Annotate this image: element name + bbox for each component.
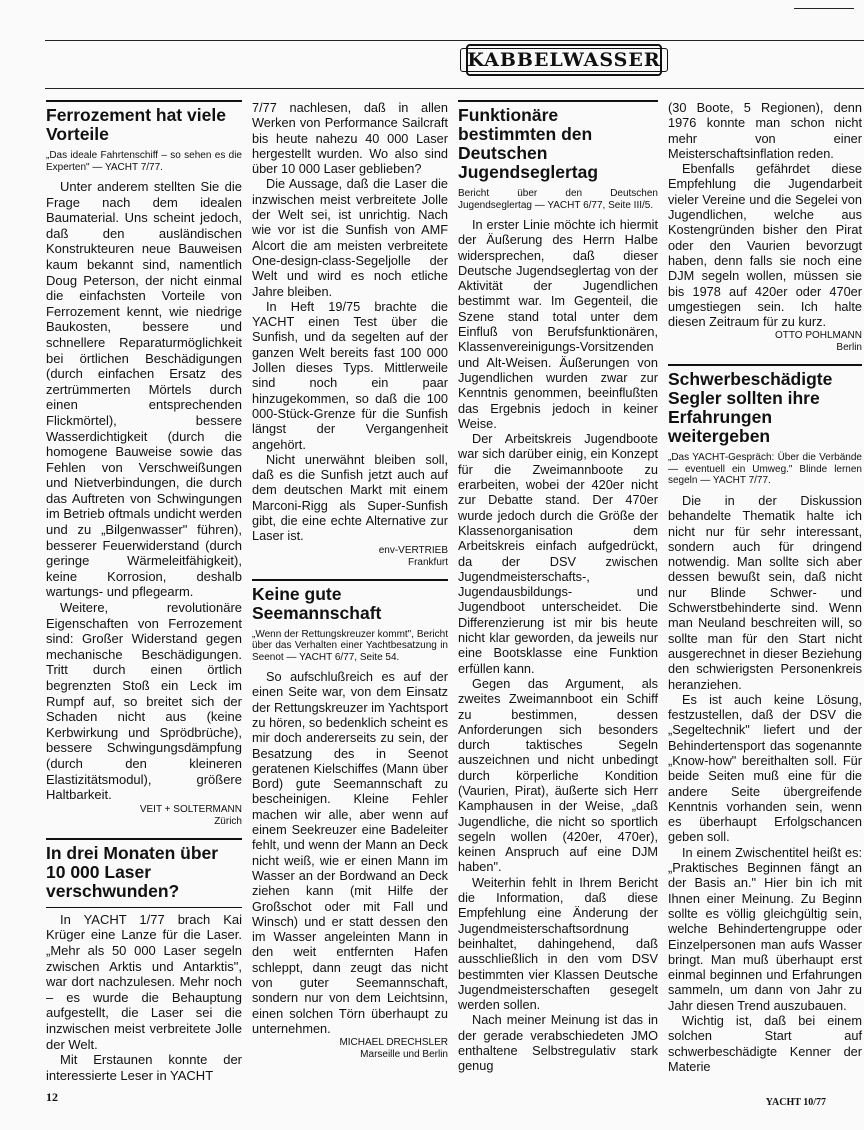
header-rule [45,88,864,89]
article-rule [668,364,862,366]
signature-city: Berlin [836,342,862,354]
article-rule [458,100,658,102]
signature-name: OTTO POHLMANN [774,330,862,342]
article-rule [46,838,242,840]
article-paragraph: In einem Zwischentitel heißt es: „Praktisches Beginnen fängt an der Basis an." Hier bin ich mit Ihnen einer Meinung. Zu Beginn sollte es völlig gleichgültig sein, welche Behindertengruppe oder Einzelpersonen man aufs Wasser bringt. Man muß überhaupt erst einmal beginnen und Erfahrungen sammeln, um dann von Jahr zu Jahr diesen Trend auszubauen. [668,844,862,1013]
signature-name: MICHAEL DRECHSLER [339,1037,448,1049]
article-paragraph: Mit Erstaunen konnte der interessierte Leser in YACHT [46,1052,242,1083]
article-paragraph: So aufschlußreich es auf der einen Seite war, von dem Einsatz der Rettungskreuzer im Yachtsport zu hören, so bedenklich scheint es mir doch andererseits zu sein, der Besatzung des in Seenot geratenen Kielschiffes (Mann über Bord) gute Seemannschaft zu bescheinigen. Kleine Fehler machen wir alle, aber wenn auf einem Seekreuzer eine Badeleiter fehlt, und wenn der Mann an Deck nicht weiß, wie er einen Mann im Wasser an der Bordwand an Deck ziehen kann (mit Hilfe der Großschot oder mit Fall und Winsch) und er statt dessen den im Wasser angeleinten Mann in den weit entfernten Hafen schleppt, dann zeugt das nicht von guter Seemannschaft, sondern nur von dem Leichtsinn, einen solchen Törn überhaupt zu unternehmen. [252,669,448,1036]
article-lead: Bericht über den Deutschen Jugendseglertag — YACHT 6/77, Seite III/5. [458,188,658,211]
article-title: Keine gute Seemannschaft [252,583,382,623]
article-title: In drei Monaten über 10 000 Laser verschwunden? [46,842,219,901]
article-paragraph: Der Arbeitskreis Jugendboote war sich darüber einig, ein Konzept für die Zweimannboote zu erarbeiten, wobei der 420er nicht zur Debatte stand. Der 470er wurde jedoch durch die Größe der Klassenorganisation dem Arbeitskreis einfach aufgedrückt, da der DSV zwischen Jugendmeisterschafts-, Jugendausbildungs- und Jugendboot unterscheidet. Die Differenzierung ist mir bis heute nicht klar geworden, da jeweils nur eine Bootsklasse eine Funktion erfüllen kann. [458,431,658,676]
article-title: Funktionäre bestimmten den Deutschen Jugendseglertag [458,105,599,182]
article-paragraph: Es ist auch keine Lösung, festzustellen, daß der DSV die „Segeltechnik" liefert und der Behindertensport das sogenannte „Know-how" bereithalten soll. Für beide Seiten muß eine für die andere Seite übergreifende Kenntnis vorhanden sein, wenn es überhaupt Erfolgschancen geben soll. [668,691,862,845]
signature-name: VEIT + SOLTERMANN [139,803,242,815]
article-paragraph: 7/77 nachlesen, daß in allen Werken von Performance Sailcraft bis heute nahezu 40 000 Laser hergestellt wurden. Wo also sind über 10 000 Laser geblieben? [252,100,448,177]
signature-name: env-VERTRIEB [378,544,448,556]
signature-city: Zürich [214,815,242,827]
signature-city: Marseille und Berlin [360,1049,448,1061]
top-rule [45,40,864,41]
column-2 [252,100,448,1071]
column-1 [46,100,242,1083]
article-title: Ferrozement hat viele Vorteile [46,105,226,144]
article-paragraph: Nach meiner Meinung ist das in der gerade verabschiedeten JMO enthaltene Selbstregulativ stark genug [458,1012,658,1074]
article-signature [668,330,862,354]
article-paragraph: In YACHT 1/77 brach Kai Krüger eine Lanze für die Laser. „Mehr als 50 000 Laser segeln zwischen Arktis und Antarktis", war dort nachzulesen. Mehr noch – es wurde die Behauptung aufgestellt, die Laser sei die inzwischen meist verbreitete Jolle der Welt. [46,911,242,1052]
signature-city: Frankfurt [407,556,448,568]
masthead-title: KABBELWASSER [460,48,667,72]
article-lead: „Das ideale Fahrtenschiff – so sehen es die Experten" — YACHT 7/77. [46,150,242,173]
column-4 [668,100,862,1074]
page-number: 12 [46,1090,58,1104]
article-rule [252,579,448,581]
title-rule [46,907,242,908]
article-signature [252,1037,448,1061]
masthead [466,44,662,76]
article-signature [46,804,242,828]
article-paragraph: Die Aussage, daß die Laser die inzwischen meist verbreitete Jolle der Welt sei, ist unrichtig. Nach wie vor ist die Sunfish von AMF Alcort die am meisten verbreitete One-design-class-Segeljolle der Welt und wird es noch etliche Jahre bleiben. [252,176,448,299]
issue-label: YACHT 10/77 [765,1097,826,1108]
article-paragraph: In Heft 19/75 brachte die YACHT einen Test über die Sunfish, und da segelten auf der ganzen Welt bereits fast 100 000 Jollen dieses Typs. Mittlerweile sind noch ein paar hinzugekommen, so daß die 100 000-Stück-Grenze für die Sunfish längst der Vergangenheit angehört. [252,298,448,452]
article-paragraph: Unter anderem stellten Sie die Frage nach dem idealen Baumaterial. Uns scheint jedoch, daß den ausländischen Konstrukteuren neue Bauweisen kaum bekannt sind, namentlich Doug Peterson, der nicht einmal die einfachsten Vorteile von Ferrozement kennt, wie niedrige Baukosten, bessere und schnellere Reparaturmöglichkeit bei örtlichen Beschädigungen (durch einfachen Ersatz des zertrümmerten Mörtels durch einen entsprechenden Flickmörtel), bessere Wasserdichtigkeit (durch die homogene Bauweise sowie das Fehlen von Verschweißungen und Nietverbindungen, die durch das Auftreten von Schwingungen im Betrieb oftmals undicht werden und zu „Bilgenwasser" führen), besserer Feuerwiderstand (durch geringe Wärmeleitfähigkeit), keine Korrosion, deshalb wartungs- und pflegearm. [46,179,242,600]
article-lead: „Das YACHT-Gespräch: Über die Verbände — eventuell ein Umweg." Blinde lernen segeln — YACHT 7/77. [668,452,862,487]
article-paragraph: Nicht unerwähnt bleiben soll, daß es die Sunfish jetzt auch auf dem deutschen Markt mit einem Marconi-Rigg als Super-Sunfish gibt, die eine echte Alternative zur Laser ist. [252,451,448,544]
corner-rule [794,0,854,9]
article-paragraph: Die in der Diskussion behandelte Thematik halte ich nicht nur für sehr interessant, sondern auch für dringend notwendig. Man sollte sich aber dessen bewußt sein, daß nicht nur Blinde Schwer- und Schwerstbehinderte sind. Wenn man Neuland beschreiten will, so sollte man für den Start nicht ausgerechnet in dieser Beziehung den schwierigsten Personenkreis heranziehen. [668,492,862,692]
column-3 [458,100,658,1074]
article-paragraph: Gegen das Argument, als zweites Zweimannboot ein Schiff zu bestimmen, dessen Anforderungen sich besonders durch taktisches Segeln auszeichnen und nicht unbedingt durch körperliche Kondition (Vaurien, Pirat), äußerte sich Herr Kamphausen in der Weise, „daß Jugendliche, die nicht so sportlich segeln wollen (420er, 470er), keinen Anspruch auf eine DJM haben". [458,675,658,875]
article-paragraph: In erster Linie möchte ich hiermit der Äußerung des Herrn Halbe widersprechen, daß dieser Deutsche Jugendseglertag von der Aktivität der Jugendlichen bestimmt war. Im Gegenteil, die Szene stand total unter dem Einfluß von Berufsfunktionären, Klassenvereinigungs-Vorsitzenden und Alt-Weisen. Äußerungen von Jugendlichen wurden zwar zur Kenntnis genommen, beeinflußten das Ergebnis jedoch in keiner Weise. [458,217,658,431]
article-lead: „Wenn der Rettungskreuzer kommt", Bericht über das Verhalten einer Yachtbesatzung in Seenot — YACHT 6/77, Seite 54. [252,628,448,663]
article-paragraph: (30 Boote, 5 Regionen), denn 1976 konnte man schon nicht mehr von einer Meisterschaftsinflation reden. [668,100,862,161]
article-paragraph: Weiterhin fehlt in Ihrem Bericht die Information, daß diese Empfehlung eine Änderung der Jugendmeisterschaftsordnung beinhaltet, dahingehend, daß ausschließlich in den vom DSV bestimmten vier Klassen Deutsche Jugendmeisterschaften gesegelt werden sollen. [458,874,658,1013]
article-paragraph: Weitere, revolutionäre Eigenschaften von Ferrozement sind: Großer Widerstand gegen mechanische Beschädigungen. Tritt durch einen örtlich begrenzten Stoß ein Leck im Rumpf auf, so breitet sich der Schaden nicht aus (keine Kerbwirkung und Sprödbrüche), bessere Schwingungsdämpfung (durch den kleineren Elastizitätsmodul), größere Haltbarkeit. [46,600,242,803]
article-title: Schwerbeschädigte Segler sollten ihre Erfahrungen weitergeben [668,369,833,447]
article-paragraph: Ebenfalls gefährdet diese Empfehlung die Jugendarbeit vieler Vereine und die Segelei von Jugendlichen, welche aus Kostengründen bisher den Pirat oder den Vaurien bevorzugt haben, denn falls sie noch eine DJM segeln wollen, müssen sie bis 1978 auf 420er oder 470er umgestiegen sein. Ich halte diesen Zeitraum für zu kurz. [668,161,862,330]
article-rule [46,100,242,102]
article-signature [252,545,448,569]
article-paragraph: Wichtig ist, daß bei einem solchen Start auf schwerbeschädigte Kenner der Materie [668,1013,862,1074]
